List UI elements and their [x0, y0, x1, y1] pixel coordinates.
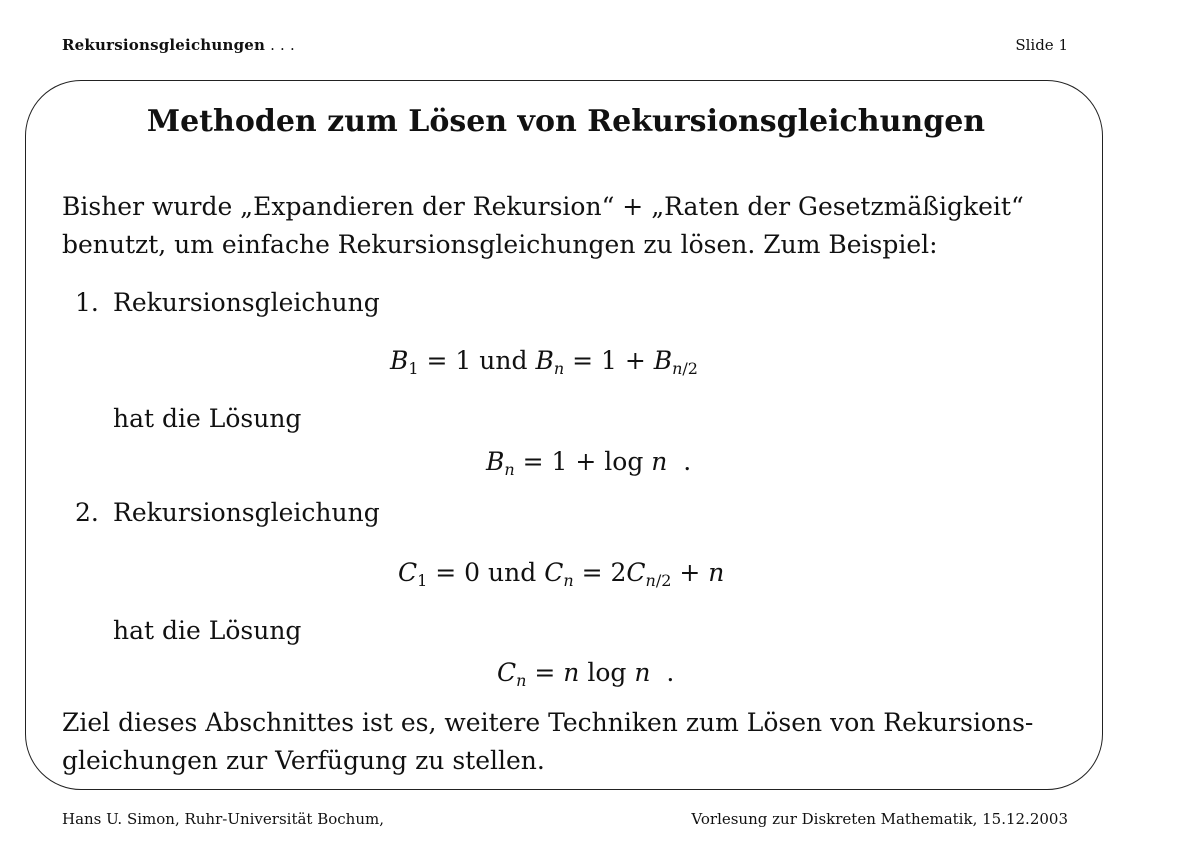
slide-heading: Methoden zum Lösen von Rekursionsgleichungen	[146, 104, 986, 139]
list-item-number: 2.	[75, 498, 99, 527]
list-item-2	[75, 498, 380, 527]
formula-b-solution: $B_n = 1 + \log n$ .	[486, 447, 692, 479]
footer-course: Vorlesung zur Diskreten Mathematik, 15.12.2003	[691, 810, 1068, 828]
header-title-text: Rekursionsgleichungen	[62, 36, 266, 54]
footer-author: Hans U. Simon, Ruhr-Universität Bochum,	[62, 810, 384, 828]
outro-line-2: gleichungen zur Verfügung zu stellen.	[62, 746, 545, 775]
list-item-number: 1.	[75, 288, 99, 317]
header-title	[62, 36, 295, 54]
list-item-1	[75, 288, 380, 317]
solution-label-2: hat die Lösung	[113, 616, 302, 645]
solution-label-1: hat die Lösung	[113, 404, 302, 433]
intro-line-1: Bisher wurde „Expandieren der Rekursion“ + „Raten der Gesetzmäßigkeit“	[62, 192, 1024, 221]
list-item-label: Rekursionsgleichung	[113, 288, 380, 317]
list-item-label: Rekursionsgleichung	[113, 498, 380, 527]
formula-c-recurrence: $C_1 = 0$ und $C_n = 2C_{n/2} + n$	[398, 558, 725, 590]
formula-c-solution: $C_n = n$ log n .	[497, 658, 675, 690]
header-ellipsis: . . .	[265, 36, 295, 54]
slide-number: Slide 1	[1015, 36, 1068, 54]
outro-line-1: Ziel dieses Abschnittes ist es, weitere Techniken zum Lösen von Rekursions-	[62, 708, 1034, 737]
intro-line-2: benutzt, um einfache Rekursionsgleichungen zu lösen. Zum Beispiel:	[62, 230, 938, 259]
formula-b-recurrence: $B_1 = 1$ und $B_n = 1 + B_{n/2}$	[390, 346, 698, 378]
